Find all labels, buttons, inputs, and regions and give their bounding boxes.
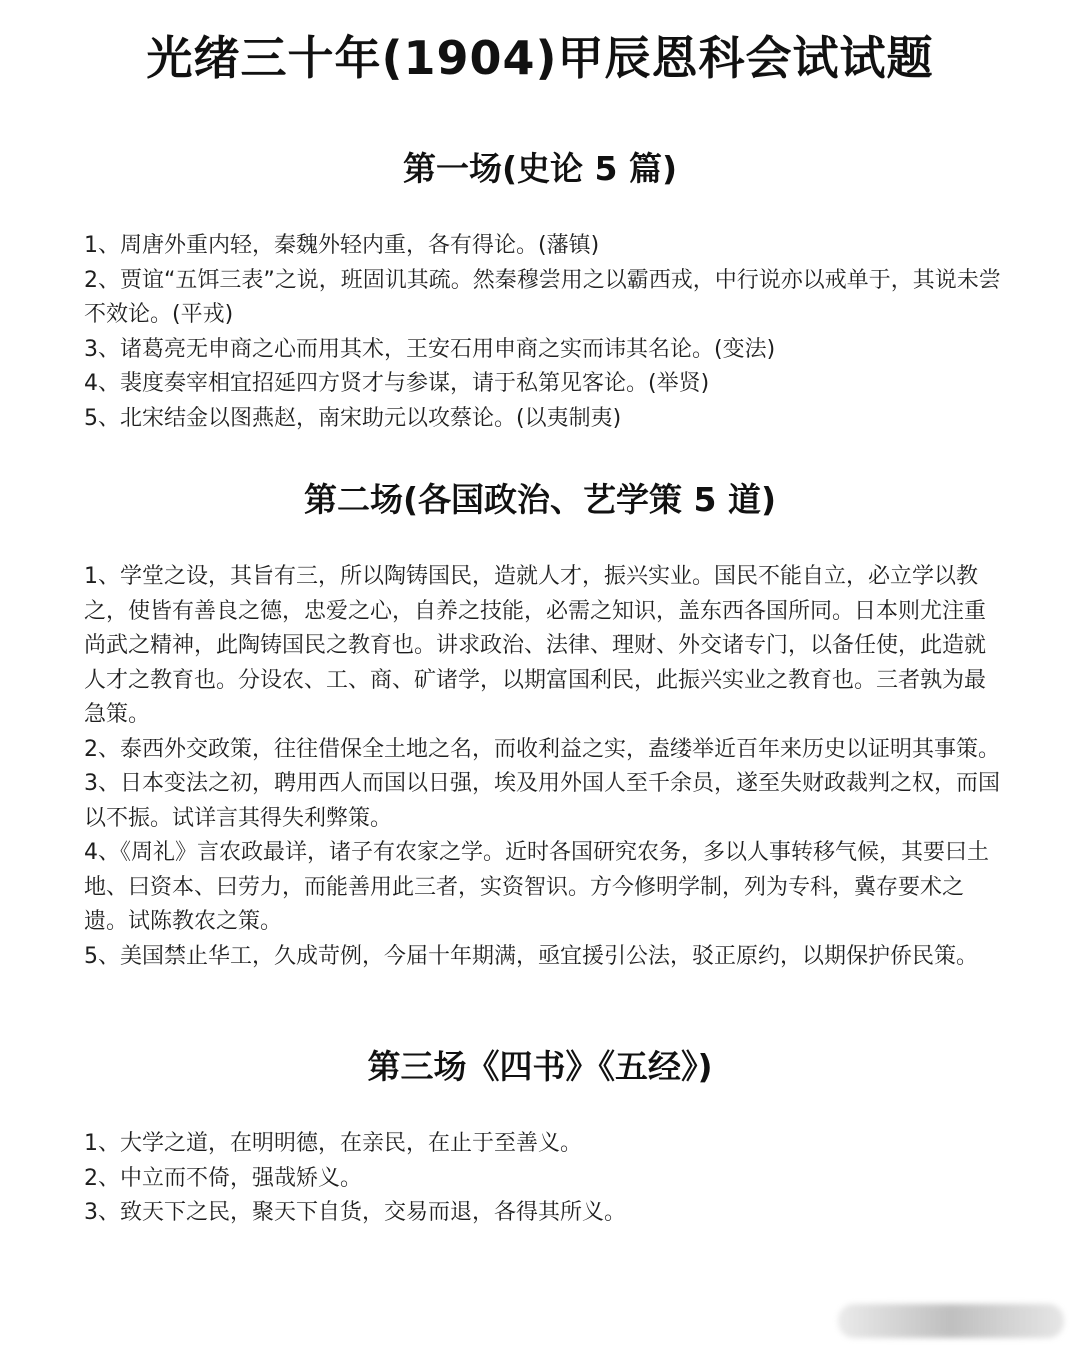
list-item: 1、学堂之设，其旨有三，所以陶铸国民，造就人才，振兴实业。国民不能自立，必立学以教之，使皆有善良之德，忠爱之心，自养之技能，必需之知识，盖东西各国所同。日本则尤注重尚武之精神，此陶铸国民之教育也。讲求政治、法律、理财、外交诸专门，以备任使，此造就人才之教育也。分设农、工、商、矿诸学，以期富国利民，此振兴实业之教育也。三者孰为最急策。 (84, 564, 987, 727)
list-item: 2、泰西外交政策，往往借保全土地之名，而收利益之实，盍缕举近百年来历史以证明其事策。 (84, 736, 1001, 762)
section-3-heading: 第三场《四书》《五经》) (367, 1047, 713, 1086)
list-item: 2、贾谊“五饵三表”之说，班固讥其疏。然秦穆尝用之以霸西戎，中行说亦以戒单于，其说未尝不效论。(平戎) (84, 267, 1001, 327)
list-item: 1、大学之道，在明明德，在亲民，在止于至善义。 (84, 1131, 582, 1156)
list-item: 2、中立而不倚，强哉矫义。 (84, 1165, 362, 1191)
section-2-list (84, 560, 1004, 974)
list-item: 5、北宋结金以图燕赵，南宋助元以攻蔡论。(以夷制夷) (84, 405, 622, 431)
list-item: 4、《周礼》言农政最详，诸子有农家之学。近时各国研究农务，多以人事转移气候，其要曰土地、曰资本、曰劳力，而能善用此三者，实资智识。方今修明学制，列为专科，冀存要术之遗。试陈教农之策。 (84, 840, 990, 934)
section-1-heading: 第一场(史论 5 篇) (402, 149, 678, 188)
list-item: 3、致天下之民，聚天下自货，交易而退，各得其所义。 (84, 1200, 626, 1225)
blurred-watermark (838, 1304, 1064, 1338)
document-title: 光绪三十年(1904)甲辰恩科会试试题 (146, 31, 934, 85)
list-item: 3、诸葛亮无申商之心而用其术，王安石用申商之实而讳其名论。(变法) (84, 336, 776, 362)
section-1-list (84, 229, 1004, 436)
list-item: 1、周唐外重内轻，秦魏外轻内重，各有得论。(藩镇) (84, 233, 600, 258)
list-item: 3、日本变法之初，聘用西人而国以日强，埃及用外国人至千余员，遂至失财政裁判之权，而国以不振。试详言其得失利弊策。 (84, 771, 1001, 831)
section-3-list (84, 1127, 1004, 1231)
list-item: 4、裴度奏宰相宜招延四方贤才与参谋，请于私第见客论。(举贤) (84, 371, 710, 396)
list-item: 5、美国禁止华工，久成苛例，今届十年期满，亟宜援引公法，驳正原约，以期保护侨民策。 (84, 943, 979, 969)
section-2-heading: 第二场(各国政治、艺学策 5 道) (303, 480, 777, 519)
